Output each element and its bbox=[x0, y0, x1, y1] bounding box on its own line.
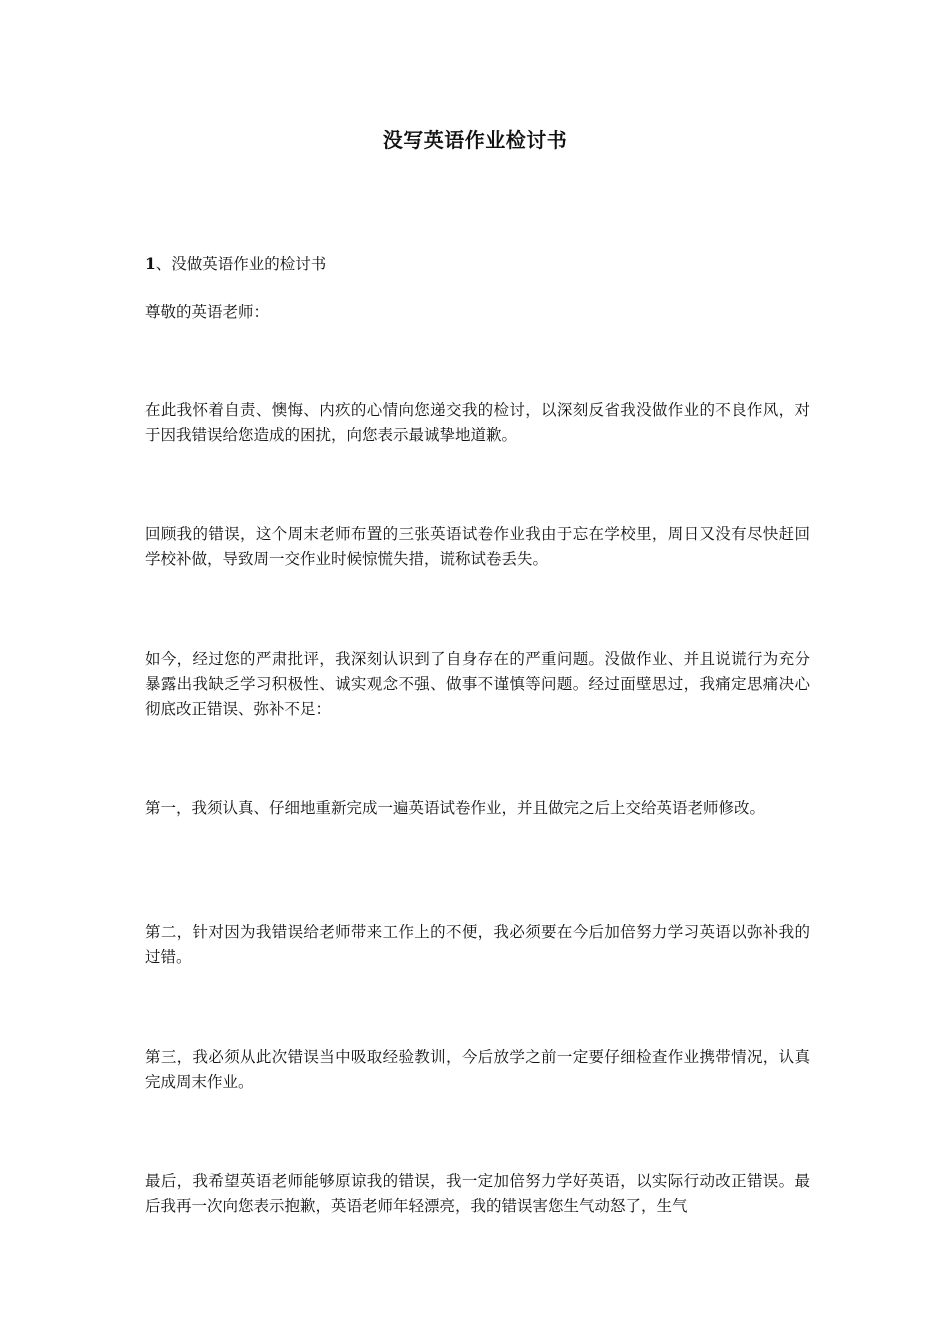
paragraph: 最后，我希望英语老师能够原谅我的错误，我一定加倍努力学好英语，以实际行动改正错误。最后我再一次向您表示抱歉，英语老师年轻漂亮，我的错误害您生气动怒了，生气 bbox=[145, 1172, 810, 1215]
paragraph: 第二，针对因为我错误给老师带来工作上的不便，我必须要在今后加倍努力学习英语以弥补我的过错。 bbox=[145, 923, 810, 966]
section-label: 、没做英语作业的检讨书 bbox=[155, 255, 327, 273]
paragraph: 在此我怀着自责、懊悔、内疚的心情向您递交我的检讨，以深刻反省我没做作业的不良作风，对于因我错误给您造成的困扰，向您表示最诚挚地道歉。 bbox=[145, 401, 810, 444]
paragraph: 第一，我须认真、仔细地重新完成一遍英语试卷作业，并且做完之后上交给英语老师修改。 bbox=[145, 799, 766, 817]
paragraph: 回顾我的错误，这个周末老师布置的三张英语试卷作业我由于忘在学校里，周日又没有尽快赶回学校补做，导致周一交作业时候惊慌失措，谎称试卷丢失。 bbox=[145, 525, 810, 568]
document-title: 没写英语作业检讨书 bbox=[382, 128, 568, 152]
salutation: 尊敬的英语老师： bbox=[145, 303, 270, 321]
paragraph: 如今，经过您的严肃批评，我深刻认识到了自身存在的严重问题。没做作业、并且说谎行为充分暴露出我缺乏学习积极性、诚实观念不强、做事不谨慎等问题。经过面壁思过，我痛定思痛决心彻底改正错误、弥补不足： bbox=[145, 650, 810, 718]
section-heading bbox=[145, 252, 326, 274]
paragraph: 第三，我必须从此次错误当中吸取经验教训，今后放学之前一定要仔细检查作业携带情况，认真完成周末作业。 bbox=[145, 1048, 810, 1091]
section-number: 1 bbox=[145, 254, 156, 273]
